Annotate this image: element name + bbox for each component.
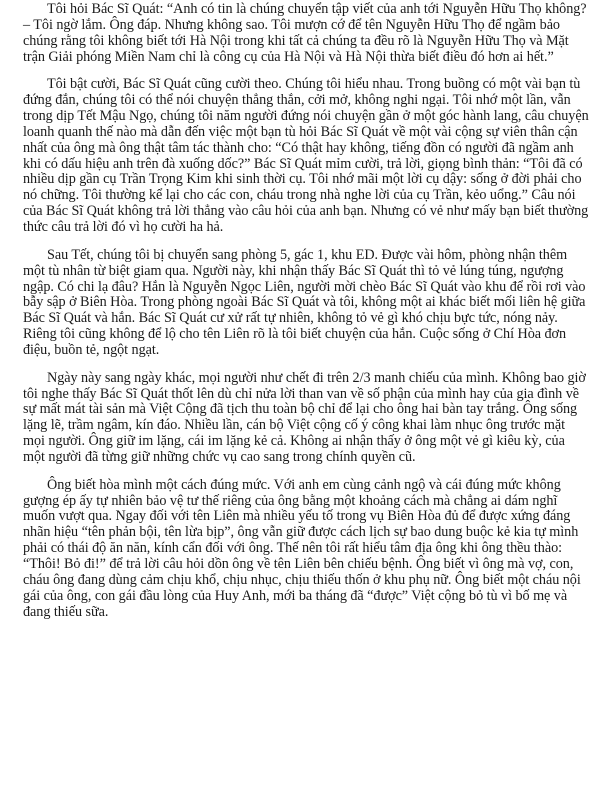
paragraph-4: Ngày này sang ngày khác, mọi người như chết đi trên 2/3 manh chiếu của mình. Không bao giờ tôi nghe thấy Bác Sĩ Quát thốt lên dù chỉ nửa lời than van về số phận của mình hay của gia đình về sự mất mát tài sản mà Việt Cộng đã tịch thu toàn bộ chỉ để lại cho ông hai bàn tay trắng. Ông sống lặng lẽ, trầm ngâm, kín đáo. Nhiều lần, cán bộ Việt cộng cố ý công khai làm nhục ông trước mặt mọi người. Ông giữ im lặng, cái im lặng kẻ cả. Không ai nhận thấy ở ông một vẻ gì kiêu kỳ, của một người đã từng giữ những chức vụ cao sang trong chính quyền cũ. <box>23 369 586 465</box>
paragraph-3: Sau Tết, chúng tôi bị chuyển sang phòng 5, gác 1, khu ED. Được vài hôm, phòng nhận thêm một tù nhân từ biệt giam qua. Người này, khi nhận thấy Bác Sĩ Quát thì tỏ vẻ lúng túng, ngượng ngập. Có chi lạ đâu? Hắn là Nguyễn Ngọc Liên, người mời chèo Bác Sĩ Quát vào khu để rồi rơi vào bẫy sập ở Biên Hòa. Trong phòng ngoài Bác Sĩ Quát và tôi, không một ai khác biết mối liên hệ giữa Bác Sĩ Quát và hắn. Bác Sĩ Quát cư xử rất tự nhiên, không tỏ vẻ gì khó chịu bực tức, nóng nảy. Riêng tôi cũng không để lộ cho tên Liên rõ là tôi biết chuyện của hắn. Cuộc sống ở Chí Hòa đơn điệu, buồn tẻ, ngột ngạt. <box>23 246 586 358</box>
paragraph-1: Tôi hỏi Bác Sĩ Quát: “Anh có tin là chúng chuyển tập viết của anh tới Nguyễn Hữu Thọ không? – Tôi ngờ lắm. Ông đáp. Nhưng không sao. Tôi mượn cớ để tên Nguyễn Hữu Thọ để ngầm bảo chúng rằng tôi không biết tới Hà Nội trong khi tất cả chúng ta đều rõ là Nguyễn Hữu Thọ và Mặt trận Giải phóng Miền Nam chỉ là công cụ của Hà Nội và Hà Nội thừa biết điều đó hơn ai hết.” <box>23 1 587 65</box>
paragraph-2: Tôi bật cười, Bác Sĩ Quát cũng cười theo. Chúng tôi hiểu nhau. Trong buồng có một vài bạn tù đứng đắn, chúng tôi có thể nói chuyện thẳng thắn, cởi mở, không nghi ngại. Tôi nhớ một lần, vẫn trong dịp Tết Mậu Ngọ, chúng tôi năm người đứng nói chuyện gần ở một góc hành lang, câu chuyện loanh quanh thế nào mà dẫn đến việc một bạn tù hỏi Bác Sĩ Quát về một vài cộng sự viên thân cận nhất của ông mà ông thật tâm tác thành cho: “Có thật hay không, tiếng đồn có người đã ngầm anh khi có dấu hiệu anh trên đà xuống dốc?” Bác Sĩ Quát mỉm cười, trả lời, giọng bình thản: “Tôi đã có nhiều dịp gần cụ Trần Trọng Kim khi sinh thời cụ. Tôi nhớ mãi một lời cụ dậy: sống ở đời phải cho nó chững. Tôi thường kể lại cho các con, cháu trong nhà nghe lời của cụ Trần, kẻo uổng.” Câu nói của Bác Sĩ Quát không trả lời thẳng vào câu hỏi của anh bạn. Nhưng có vẻ như mấy bạn biết thường thức câu trả lời đó vì họ cười ha hả. <box>23 76 589 235</box>
body-text <box>23 2 589 632</box>
paragraph-5: Ông biết hòa mình một cách đúng mức. Với anh em cùng cảnh ngộ và cái đúng mức không gượng ép ấy tự nhiên bảo vệ tư thế riêng của ông bằng một khoảng cách mà chẳng ai dám nghĩ muốn vượt qua. Ngay đối với tên Liên mà nhiều yếu tố trong vụ Biên Hòa đủ để được xứng đáng nhãn hiệu “tên phản bội, tên lừa bịp”, ông vẫn giữ được cách lịch sự bao dung buộc kẻ kia tự mình phải có thái độ ăn năn, kính cẩn đối với ông. Thế nên tôi rất hiểu tâm địa ông khi ông thều thào: “Thôi! Bỏ đi!” để trả lời câu hỏi dồn ông về tên Liên bên chiếu bệnh. Ông biết vì ông mà vợ, con, cháu ông đang dùng cảm chịu khổ, chịu nhục, chịu thiếu thốn ở khu phụ nữ. Ông biết một cháu nội gái của ông, con gái đầu lòng của Huy Anh, mới ba tháng đã “được” Việt cộng bỏ tù vì bố mẹ và đang thiếu sữa. <box>23 476 581 620</box>
